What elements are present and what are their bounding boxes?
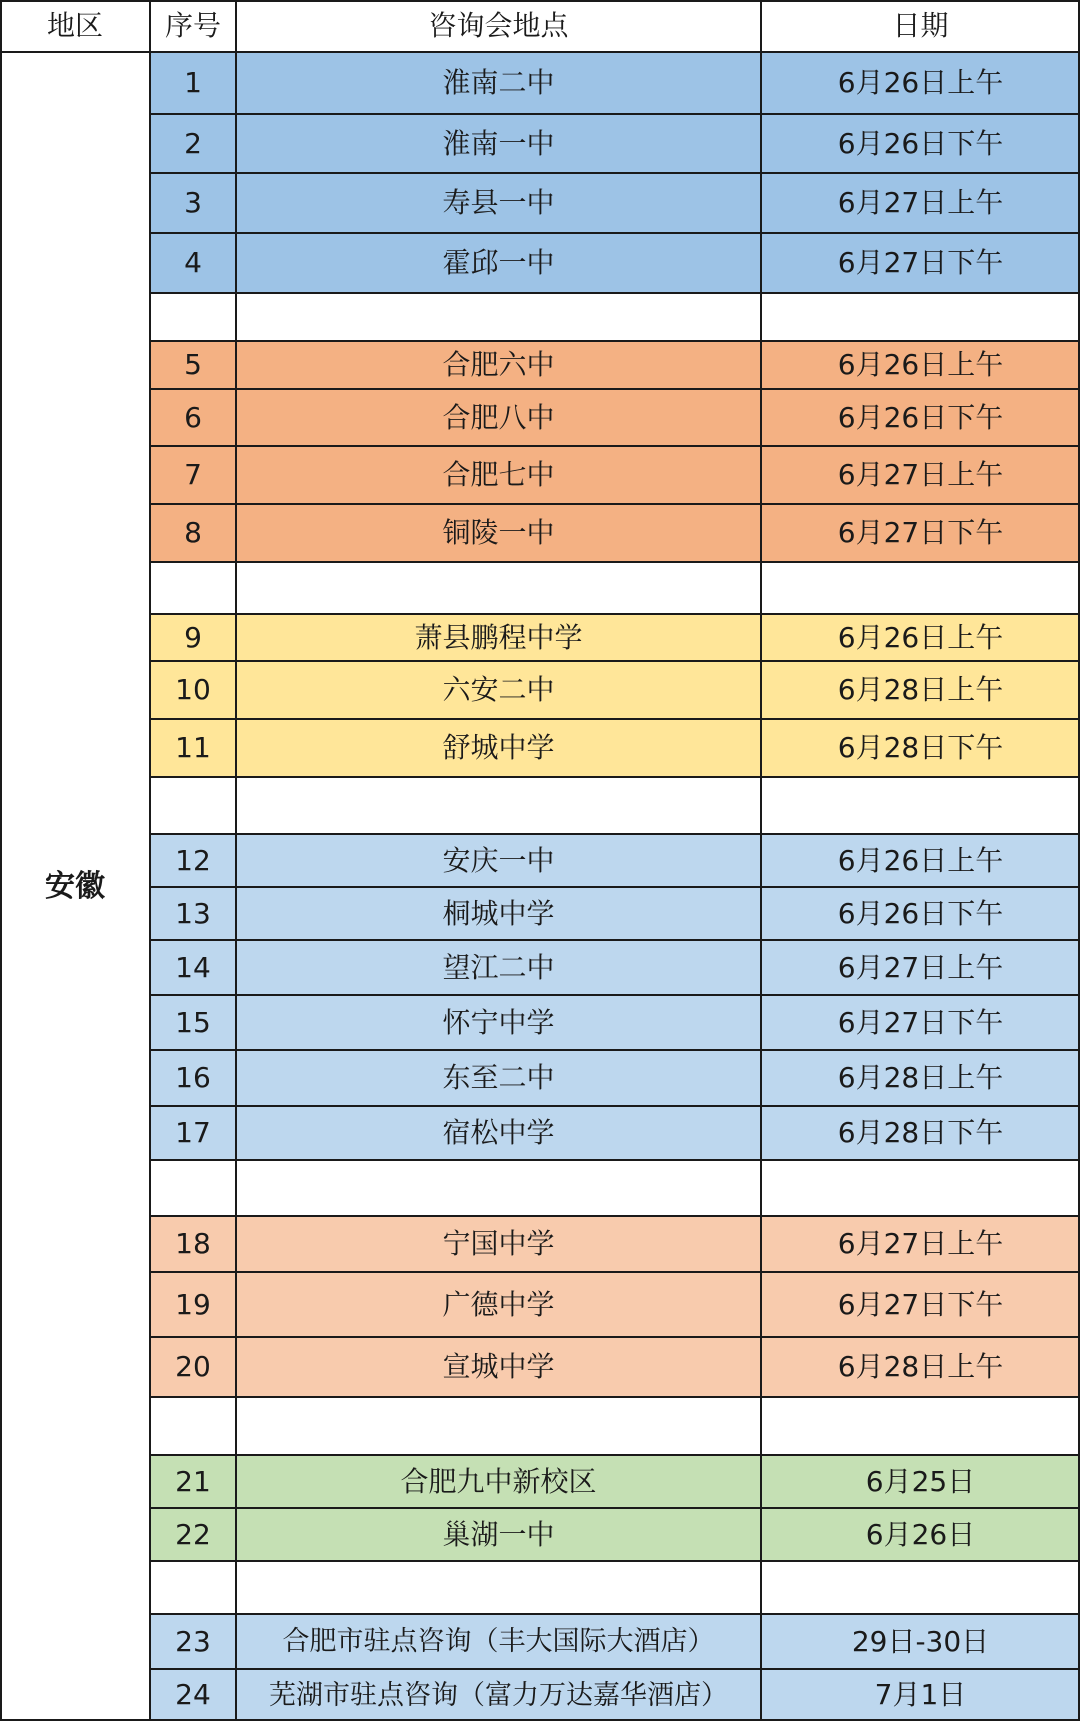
row-number: 4 bbox=[150, 233, 236, 293]
row-location: 合肥九中新校区 bbox=[236, 1455, 761, 1508]
row-date bbox=[761, 1397, 1080, 1455]
row-number: 12 bbox=[150, 834, 236, 887]
grid-line bbox=[235, 0, 237, 1721]
grid-line bbox=[150, 1507, 1080, 1509]
header-region: 地区 bbox=[46, 9, 103, 42]
row-number: 21 bbox=[150, 1455, 236, 1508]
row-date: 6月28日下午 bbox=[761, 719, 1080, 777]
row-location bbox=[236, 1160, 761, 1216]
row-location: 宁国中学 bbox=[236, 1216, 761, 1272]
row-date: 6月27日下午 bbox=[761, 504, 1080, 562]
grid-line bbox=[0, 51, 1080, 53]
row-location bbox=[236, 1397, 761, 1455]
row-date: 6月26日下午 bbox=[761, 114, 1080, 173]
row-date: 6月28日上午 bbox=[761, 1337, 1080, 1397]
row-date: 6月27日上午 bbox=[761, 1216, 1080, 1272]
row-date bbox=[761, 1160, 1080, 1216]
row-location: 安庆一中 bbox=[236, 834, 761, 887]
row-location: 宣城中学 bbox=[236, 1337, 761, 1397]
row-date: 6月28日上午 bbox=[761, 1050, 1080, 1106]
grid-line bbox=[150, 1396, 1080, 1398]
row-date: 6月26日上午 bbox=[761, 341, 1080, 389]
row-number bbox=[150, 777, 236, 834]
row-date: 6月27日上午 bbox=[761, 940, 1080, 995]
row-date: 6月26日上午 bbox=[761, 834, 1080, 887]
grid-line bbox=[150, 994, 1080, 996]
row-date: 6月26日上午 bbox=[761, 52, 1080, 114]
row-number: 13 bbox=[150, 887, 236, 940]
row-date: 6月25日 bbox=[761, 1455, 1080, 1508]
row-location: 芜湖市驻点咨询（富力万达嘉华酒店） bbox=[236, 1669, 761, 1721]
grid-line bbox=[150, 1105, 1080, 1107]
grid-line bbox=[0, 0, 1080, 2]
row-number: 14 bbox=[150, 940, 236, 995]
row-location bbox=[236, 293, 761, 341]
grid-line bbox=[150, 613, 1080, 615]
grid-line bbox=[150, 1271, 1080, 1273]
row-number: 5 bbox=[150, 341, 236, 389]
row-location: 六安二中 bbox=[236, 661, 761, 719]
grid-line bbox=[150, 232, 1080, 234]
row-number: 19 bbox=[150, 1272, 236, 1337]
row-date: 6月27日下午 bbox=[761, 995, 1080, 1050]
grid-line bbox=[150, 1215, 1080, 1217]
grid-line bbox=[150, 886, 1080, 888]
row-location: 合肥八中 bbox=[236, 389, 761, 446]
row-number: 20 bbox=[150, 1337, 236, 1397]
row-number: 18 bbox=[150, 1216, 236, 1272]
row-date: 6月26日下午 bbox=[761, 887, 1080, 940]
row-number: 7 bbox=[150, 446, 236, 504]
grid-line bbox=[150, 113, 1080, 115]
row-location: 望江二中 bbox=[236, 940, 761, 995]
grid-line bbox=[150, 1454, 1080, 1456]
row-location: 巢湖一中 bbox=[236, 1508, 761, 1561]
row-location: 宿松中学 bbox=[236, 1106, 761, 1160]
grid-line bbox=[150, 1560, 1080, 1562]
row-number: 10 bbox=[150, 661, 236, 719]
row-location: 合肥市驻点咨询（丰大国际大酒店） bbox=[236, 1614, 761, 1669]
row-number bbox=[150, 1160, 236, 1216]
row-number: 3 bbox=[150, 173, 236, 233]
grid-line bbox=[150, 292, 1080, 294]
grid-line bbox=[150, 1159, 1080, 1161]
row-number: 8 bbox=[150, 504, 236, 562]
row-location: 桐城中学 bbox=[236, 887, 761, 940]
row-number bbox=[150, 293, 236, 341]
row-date bbox=[761, 777, 1080, 834]
row-date: 6月26日下午 bbox=[761, 389, 1080, 446]
row-date: 6月27日下午 bbox=[761, 1272, 1080, 1337]
grid-line bbox=[150, 340, 1080, 342]
row-location: 萧县鹏程中学 bbox=[236, 614, 761, 661]
grid-line bbox=[149, 0, 151, 1721]
row-number bbox=[150, 1397, 236, 1455]
grid-line bbox=[150, 939, 1080, 941]
row-date bbox=[761, 1561, 1080, 1614]
row-date bbox=[761, 293, 1080, 341]
row-number: 1 bbox=[150, 52, 236, 114]
grid-line bbox=[150, 1613, 1080, 1615]
grid-line bbox=[150, 660, 1080, 662]
row-number: 11 bbox=[150, 719, 236, 777]
row-date bbox=[761, 562, 1080, 614]
row-location: 淮南一中 bbox=[236, 114, 761, 173]
row-date: 6月28日上午 bbox=[761, 661, 1080, 719]
row-date: 6月27日下午 bbox=[761, 233, 1080, 293]
grid-line bbox=[150, 833, 1080, 835]
row-number: 2 bbox=[150, 114, 236, 173]
grid-line bbox=[150, 503, 1080, 505]
header-date: 日期 bbox=[892, 9, 949, 42]
row-number: 22 bbox=[150, 1508, 236, 1561]
row-location: 淮南二中 bbox=[236, 52, 761, 114]
row-location: 合肥六中 bbox=[236, 341, 761, 389]
grid-line bbox=[150, 445, 1080, 447]
row-number: 17 bbox=[150, 1106, 236, 1160]
grid-line bbox=[0, 0, 2, 1721]
row-date: 6月27日上午 bbox=[761, 446, 1080, 504]
row-number bbox=[150, 562, 236, 614]
row-number: 24 bbox=[150, 1669, 236, 1721]
row-location: 怀宁中学 bbox=[236, 995, 761, 1050]
grid-line bbox=[150, 1336, 1080, 1338]
grid-line bbox=[150, 1668, 1080, 1670]
grid-line bbox=[150, 172, 1080, 174]
row-location: 霍邱一中 bbox=[236, 233, 761, 293]
row-number bbox=[150, 1561, 236, 1614]
row-location bbox=[236, 777, 761, 834]
row-number: 9 bbox=[150, 614, 236, 661]
grid-line bbox=[150, 388, 1080, 390]
grid-line bbox=[150, 776, 1080, 778]
row-location: 舒城中学 bbox=[236, 719, 761, 777]
region-name: 安徽 bbox=[45, 868, 105, 904]
grid-line bbox=[150, 1049, 1080, 1051]
header-number: 序号 bbox=[164, 9, 221, 42]
grid-line bbox=[760, 0, 762, 1721]
row-location: 合肥七中 bbox=[236, 446, 761, 504]
row-location: 铜陵一中 bbox=[236, 504, 761, 562]
header-location: 咨询会地点 bbox=[428, 9, 569, 42]
row-date: 6月27日上午 bbox=[761, 173, 1080, 233]
row-date: 6月26日 bbox=[761, 1508, 1080, 1561]
grid-line bbox=[150, 561, 1080, 563]
row-location: 寿县一中 bbox=[236, 173, 761, 233]
row-number: 6 bbox=[150, 389, 236, 446]
row-number: 23 bbox=[150, 1614, 236, 1669]
row-date: 6月26日上午 bbox=[761, 614, 1080, 661]
row-number: 16 bbox=[150, 1050, 236, 1106]
row-date: 7月1日 bbox=[761, 1669, 1080, 1721]
grid-line bbox=[150, 718, 1080, 720]
row-location: 广德中学 bbox=[236, 1272, 761, 1337]
row-number: 15 bbox=[150, 995, 236, 1050]
row-location bbox=[236, 562, 761, 614]
row-date: 29日-30日 bbox=[761, 1614, 1080, 1669]
row-date: 6月28日下午 bbox=[761, 1106, 1080, 1160]
row-location bbox=[236, 1561, 761, 1614]
row-location: 东至二中 bbox=[236, 1050, 761, 1106]
